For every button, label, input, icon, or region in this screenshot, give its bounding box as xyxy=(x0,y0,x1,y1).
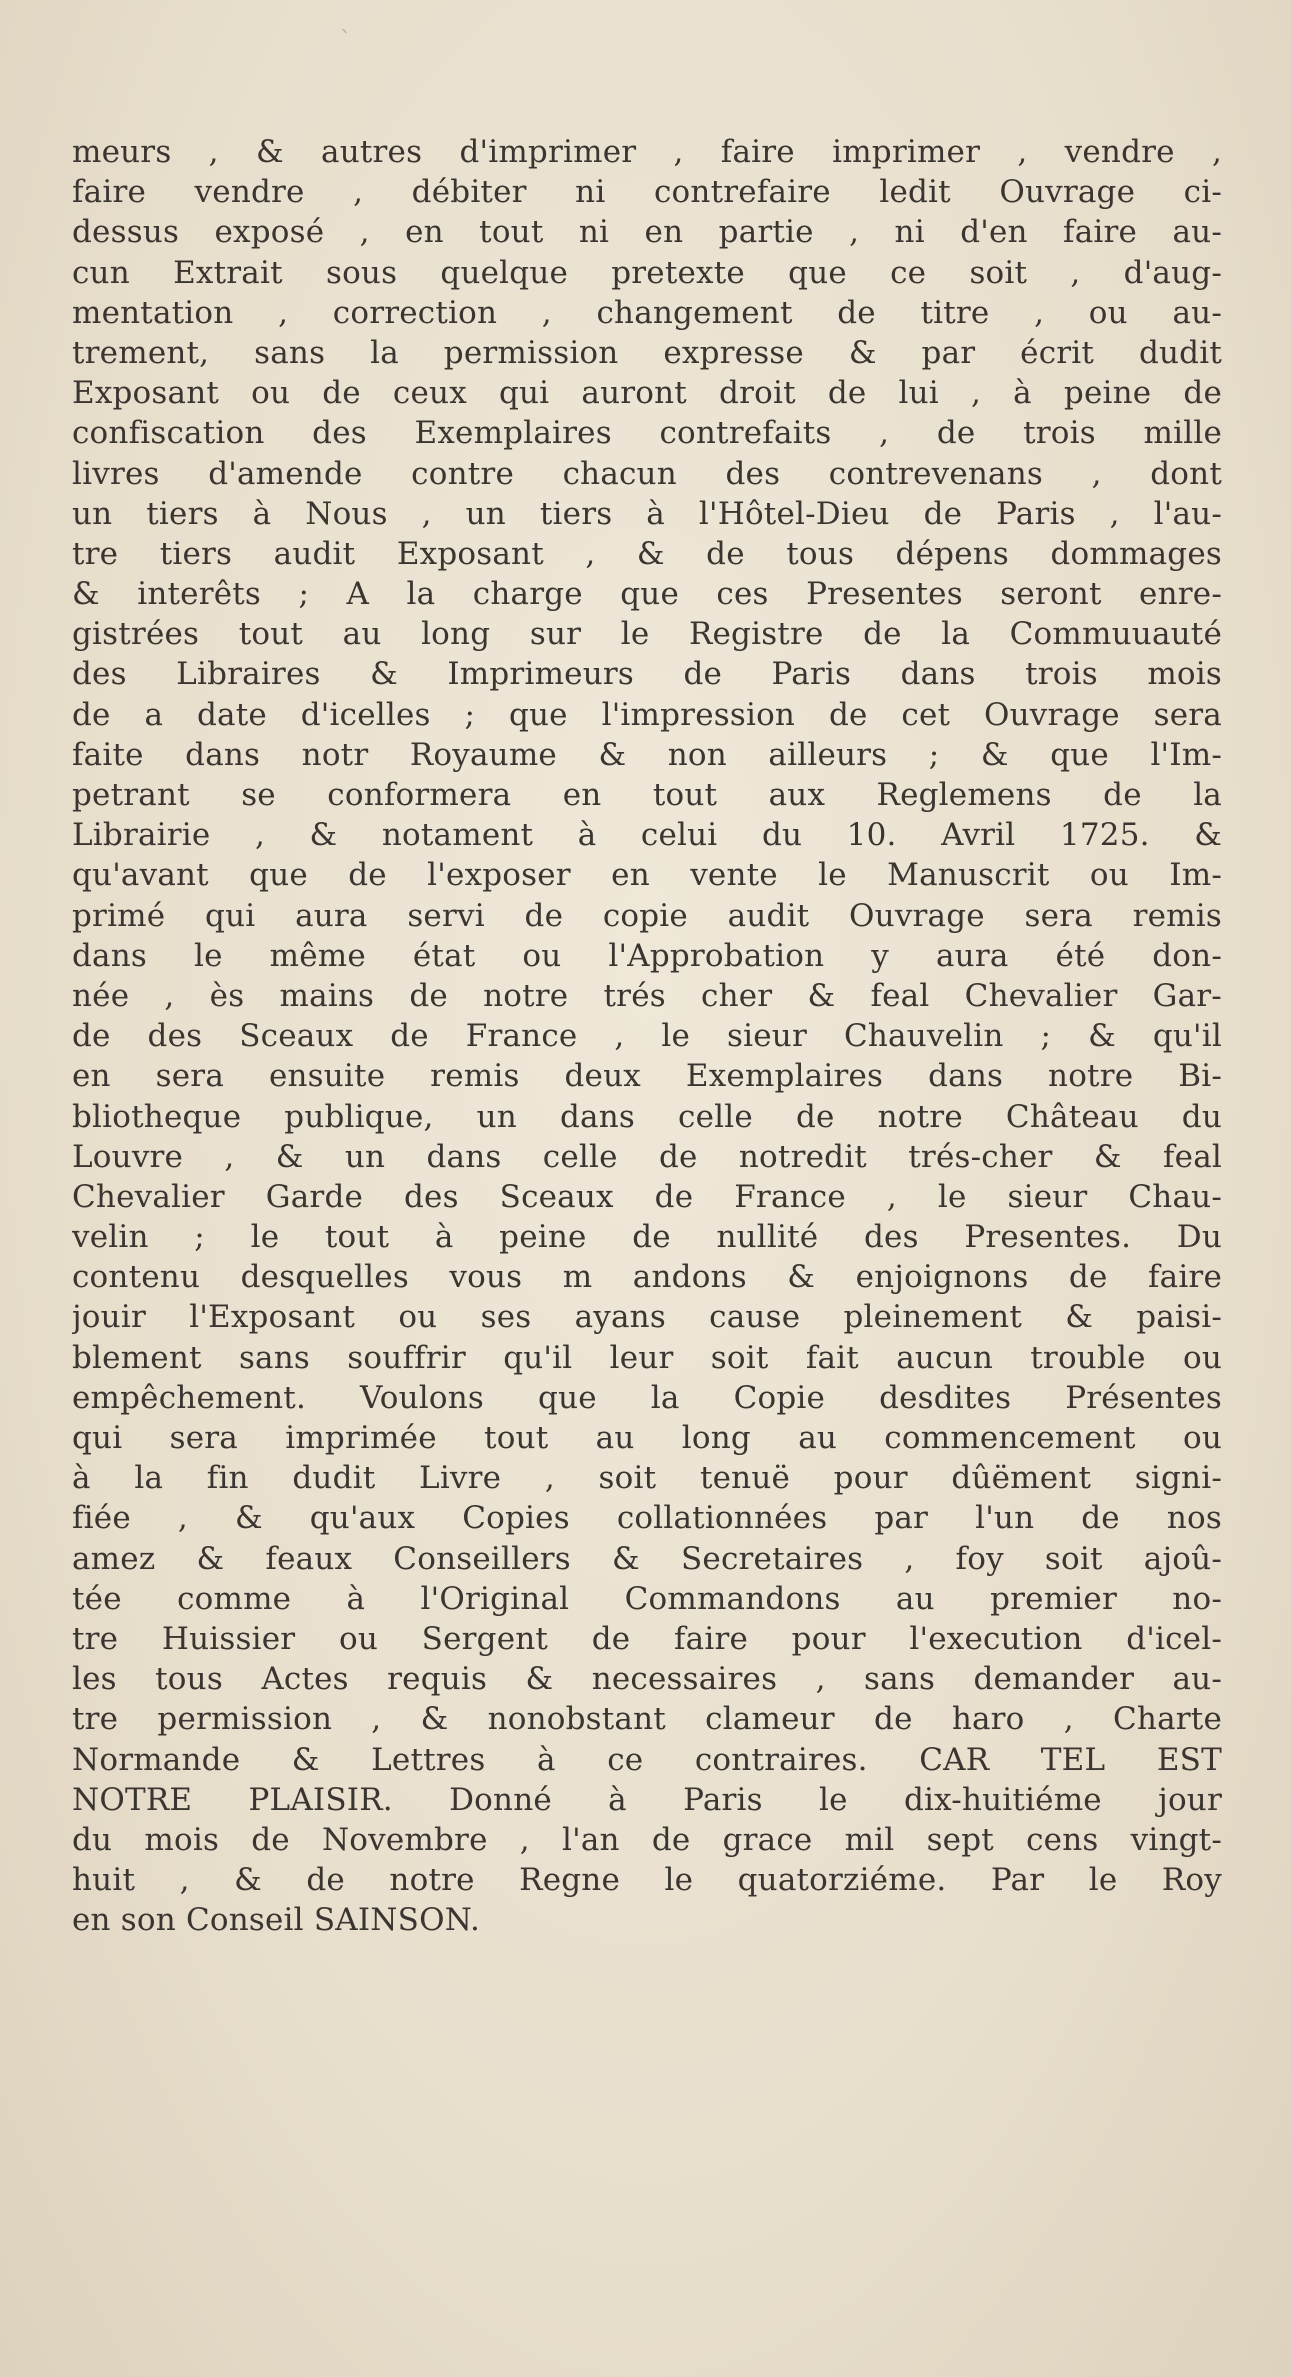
text-line: amez & feaux Conseillers & Secretaires , foy soit ajoû- xyxy=(72,1540,1222,1577)
text-line-signature: en son Conseil SAINSON. xyxy=(72,1902,481,1939)
text-line: blement sans souffrir qu'il leur soit fait aucun trouble ou xyxy=(72,1339,1222,1376)
text-line: huit , & de notre Regne le quatorziéme. Par le Roy xyxy=(72,1862,1222,1899)
text-line: faite dans notr Royaume & non ailleurs ; & que l'Im- xyxy=(72,736,1222,773)
text-line: cun Extrait sous quelque pretexte que ce soit , d'aug- xyxy=(72,254,1222,291)
text-line: Chevalier Garde des Sceaux de France , le sieur Chau- xyxy=(72,1178,1222,1215)
text-line: livres d'amende contre chacun des contrevenans , dont xyxy=(72,455,1222,492)
text-line: de des Sceaux de France , le sieur Chauvelin ; & qu'il xyxy=(72,1018,1222,1055)
text-line: des Libraires & Imprimeurs de Paris dans trois mois xyxy=(72,656,1222,693)
text-line: un tiers à Nous , un tiers à l'Hôtel-Dieu de Paris , l'au- xyxy=(72,495,1222,532)
text-line: dans le même état ou l'Approbation y aura été don- xyxy=(72,937,1222,974)
text-line: à la fin dudit Livre , soit tenuë pour dûëment signi- xyxy=(72,1460,1222,1497)
text-line: Louvre , & un dans celle de notredit trés-cher & feal xyxy=(72,1138,1222,1175)
text-line: fiée , & qu'aux Copies collationnées par l'un de nos xyxy=(72,1500,1222,1537)
text-line: primé qui aura servi de copie audit Ouvrage sera remis xyxy=(72,897,1222,934)
text-line: bliotheque publique, un dans celle de notre Château du xyxy=(72,1098,1222,1135)
text-line: qui sera imprimée tout au long au commencement ou xyxy=(72,1420,1222,1456)
privilege-text xyxy=(72,132,1222,1940)
text-line: contenu desquelles vous m andons & enjoignons de faire xyxy=(72,1259,1222,1296)
text-line: Normande & Lettres à ce contraires. CAR TEL EST xyxy=(72,1741,1222,1778)
text-line: en sera ensuite remis deux Exemplaires dans notre Bi- xyxy=(72,1058,1222,1095)
text-line: tre Huissier ou Sergent de faire pour l'execution d'icel- xyxy=(72,1620,1222,1657)
text-line: du mois de Novembre , l'an de grace mil sept cens vingt- xyxy=(72,1821,1222,1858)
text-line: NOTRE PLAISIR. Donné à Paris le dix-huitiéme jour xyxy=(72,1781,1222,1818)
text-line: faire vendre , débiter ni contrefaire ledit Ouvrage ci- xyxy=(72,174,1222,211)
page-mark: ˋ xyxy=(340,28,351,53)
text-line: qu'avant que de l'exposer en vente le Manuscrit ou Im- xyxy=(72,857,1222,894)
text-line: velin ; le tout à peine de nullité des Presentes. Du xyxy=(72,1219,1222,1256)
text-line: de a date d'icelles ; que l'impression de cet Ouvrage sera xyxy=(72,696,1222,733)
text-line: Exposant ou de ceux qui auront droit de lui , à peine de xyxy=(72,375,1222,412)
text-line: dessus exposé , en tout ni en partie , ni d'en faire au- xyxy=(72,214,1222,251)
text-line: jouir l'Exposant ou ses ayans cause pleinement & paisi- xyxy=(72,1299,1222,1336)
text-line: Librairie , & notament à celui du 10. Avril 1725. & xyxy=(72,817,1222,854)
text-line: née , ès mains de notre trés cher & feal Chevalier Gar- xyxy=(72,977,1222,1014)
text-line: petrant se conformera en tout aux Reglemens de la xyxy=(72,777,1222,813)
text-line: les tous Actes requis & necessaires , sans demander au- xyxy=(72,1661,1222,1698)
text-line: tre tiers audit Exposant , & de tous dépens dommages xyxy=(72,535,1222,572)
text-line: tée comme à l'Original Commandons au premier no- xyxy=(72,1580,1222,1617)
text-line: trement, sans la permission expresse & par écrit dudit xyxy=(72,334,1222,371)
text-line: confiscation des Exemplaires contrefaits , de trois mille xyxy=(72,415,1222,452)
text-line: & interêts ; A la charge que ces Presentes seront enre- xyxy=(72,576,1222,613)
text-line: gistrées tout au long sur le Registre de la Commuuauté xyxy=(72,616,1222,653)
text-line: meurs , & autres d'imprimer , faire imprimer , vendre , xyxy=(72,134,1222,170)
text-line: empêchement. Voulons que la Copie desdites Présentes xyxy=(72,1379,1222,1416)
text-line: mentation , correction , changement de titre , ou au- xyxy=(72,294,1222,331)
text-line: tre permission , & nonobstant clameur de haro , Charte xyxy=(72,1701,1222,1738)
